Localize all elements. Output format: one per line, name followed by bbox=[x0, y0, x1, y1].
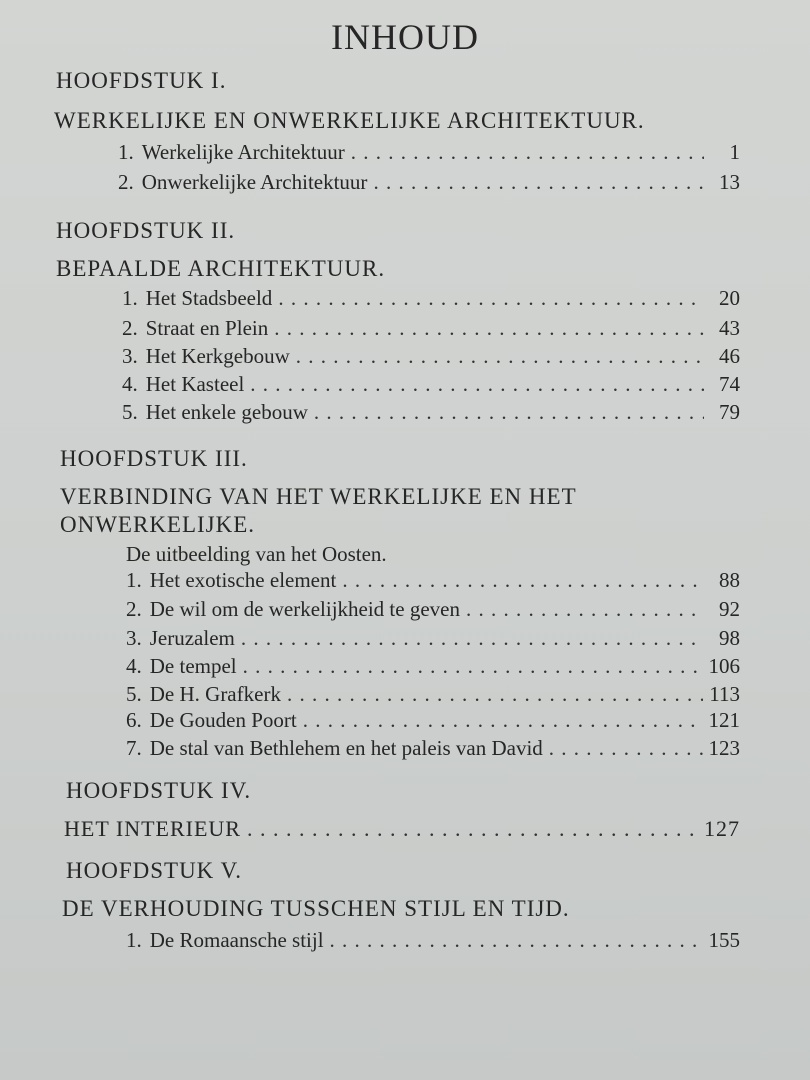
chapter-3-intro: De uitbeelding van het Oosten. bbox=[126, 542, 387, 566]
dot-leader bbox=[466, 597, 704, 622]
entry-number: 5. bbox=[126, 682, 142, 706]
entry-title: Straat en Plein bbox=[145, 316, 269, 340]
dot-leader bbox=[247, 816, 698, 842]
entry-page: 20 bbox=[719, 286, 740, 310]
entry-title: Jeruzalem bbox=[149, 626, 235, 650]
toc-entry bbox=[118, 140, 740, 165]
entry-number: 1. bbox=[118, 140, 134, 164]
entry-page: 127 bbox=[704, 816, 740, 841]
dot-leader bbox=[278, 286, 704, 311]
toc-entry bbox=[126, 928, 740, 953]
chapter-3-heading: HOOFDSTUK III. bbox=[60, 446, 248, 471]
dot-leader bbox=[373, 170, 704, 195]
dot-leader bbox=[243, 654, 703, 679]
entry-number: 4. bbox=[126, 654, 142, 678]
entry-page: 98 bbox=[719, 626, 740, 650]
entry-number: 2. bbox=[126, 597, 142, 621]
entry-page: 74 bbox=[719, 372, 740, 396]
chapter-5-heading: HOOFDSTUK V. bbox=[66, 858, 243, 883]
chapter-2-heading: HOOFDSTUK II. bbox=[56, 218, 236, 243]
entry-title: De tempel bbox=[149, 654, 237, 678]
entry-page: 13 bbox=[719, 170, 740, 194]
entry-page: 88 bbox=[719, 568, 740, 592]
entry-number: 1. bbox=[126, 928, 142, 952]
chapter-1-section: WERKELIJKE EN ONWERKELIJKE ARCHITEKTUUR. bbox=[54, 108, 645, 133]
entry-title: Onwerkelijke Architektuur bbox=[141, 170, 368, 194]
dot-leader bbox=[287, 682, 703, 707]
entry-title: Het exotische element bbox=[149, 568, 337, 592]
entry-page: 46 bbox=[719, 344, 740, 368]
chapter-1-heading: HOOFDSTUK I. bbox=[56, 68, 227, 93]
toc-entry bbox=[126, 568, 740, 593]
toc-entry bbox=[126, 654, 740, 679]
entry-title: Werkelijke Architektuur bbox=[141, 140, 345, 164]
entry-title: De wil om de werkelijkheid te geven bbox=[149, 597, 460, 621]
entry-page: 113 bbox=[709, 682, 740, 706]
entry-title: Het Kerkgebouw bbox=[145, 344, 290, 368]
entry-page: 1 bbox=[729, 140, 740, 164]
dot-leader bbox=[330, 928, 703, 953]
entry-number: 2. bbox=[118, 170, 134, 194]
entry-title: HET INTERIEUR bbox=[64, 816, 241, 841]
entry-number: 5. bbox=[122, 400, 138, 424]
entry-page: 43 bbox=[719, 316, 740, 340]
entry-number: 2. bbox=[122, 316, 138, 340]
toc-entry bbox=[126, 736, 740, 761]
chapter-4-heading: HOOFDSTUK IV. bbox=[66, 778, 252, 803]
entry-number: 1. bbox=[122, 286, 138, 310]
toc-entry bbox=[122, 286, 740, 311]
toc-entry-interieur bbox=[64, 816, 740, 842]
entry-page: 155 bbox=[708, 928, 740, 952]
entry-title: De Gouden Poort bbox=[149, 708, 297, 732]
entry-number: 3. bbox=[122, 344, 138, 368]
chapter-2-section: BEPAALDE ARCHITEKTUUR. bbox=[56, 256, 386, 281]
dot-leader bbox=[314, 400, 704, 425]
toc-entry bbox=[126, 626, 740, 651]
dot-leader bbox=[342, 568, 704, 593]
toc-entry bbox=[122, 316, 740, 341]
entry-title: Het Stadsbeeld bbox=[145, 286, 273, 310]
toc-entry bbox=[122, 344, 740, 369]
dot-leader bbox=[549, 736, 703, 761]
chapter-3-section-line1: VERBINDING VAN HET WERKELIJKE EN HET bbox=[60, 484, 577, 509]
entry-page: 123 bbox=[708, 736, 740, 760]
entry-number: 3. bbox=[126, 626, 142, 650]
entry-page: 92 bbox=[719, 597, 740, 621]
chapter-5-section: DE VERHOUDING TUSSCHEN STIJL EN TIJD. bbox=[62, 896, 570, 921]
toc-entry bbox=[126, 682, 740, 707]
entry-page: 106 bbox=[708, 654, 740, 678]
entry-title: Het enkele gebouw bbox=[145, 400, 308, 424]
toc-entry bbox=[122, 372, 740, 397]
toc-entry bbox=[122, 400, 740, 425]
toc-entry bbox=[126, 708, 740, 733]
entry-number: 1. bbox=[126, 568, 142, 592]
dot-leader bbox=[303, 708, 703, 733]
dot-leader bbox=[351, 140, 704, 165]
dot-leader bbox=[296, 344, 704, 369]
entry-number: 4. bbox=[122, 372, 138, 396]
entry-title: Het Kasteel bbox=[145, 372, 245, 396]
entry-number: 6. bbox=[126, 708, 142, 732]
dot-leader bbox=[274, 316, 704, 341]
entry-title: De stal van Bethlehem en het paleis van David bbox=[149, 736, 543, 760]
entry-page: 121 bbox=[708, 708, 740, 732]
dot-leader bbox=[241, 626, 704, 651]
chapter-3-section-line2: ONWERKELIJKE. bbox=[60, 512, 256, 537]
entry-title: De H. Grafkerk bbox=[149, 682, 281, 706]
entry-number: 7. bbox=[126, 736, 142, 760]
entry-title: De Romaansche stijl bbox=[149, 928, 324, 952]
toc-entry bbox=[118, 170, 740, 195]
toc-entry bbox=[126, 597, 740, 622]
page-title: INHOUD bbox=[331, 17, 479, 57]
entry-page: 79 bbox=[719, 400, 740, 424]
dot-leader bbox=[250, 372, 704, 397]
